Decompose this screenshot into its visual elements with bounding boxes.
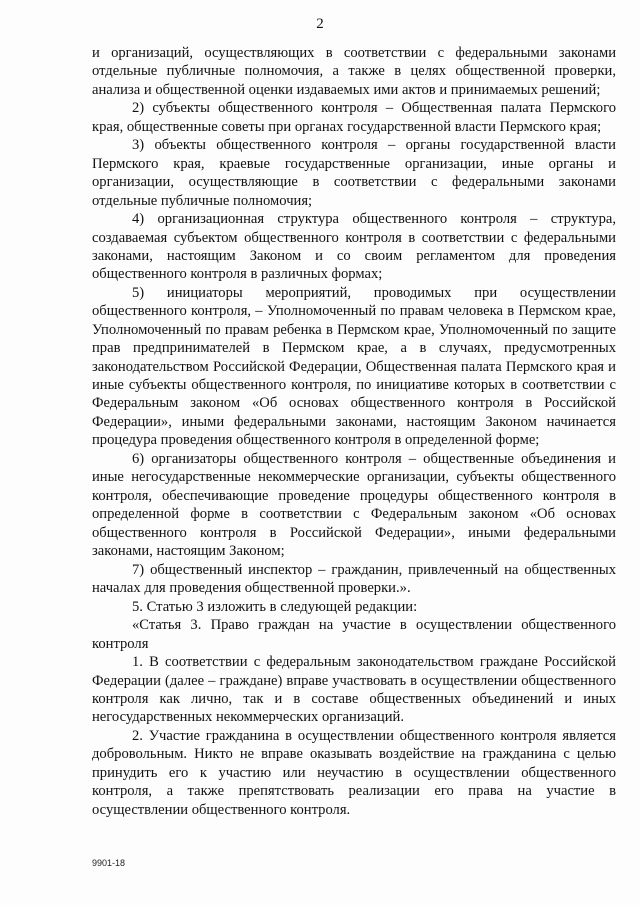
article-3-clause-2: 2. Участие гражданина в осуществлении общественного контроля является добровольным. Никто не вправе оказывать воздействие на гражданина с целью принудить его к участию или неучастию в осуществлении общественного контроля, а также препятствовать реализации его права на участие в осуществлении общественного контроля. (92, 727, 616, 818)
paragraph-item-2: 2) субъекты общественного контроля – Общественная палата Пермского края, общественные советы при органах государственной власти Пермского края; (92, 100, 616, 135)
paragraph-item-4: 4) организационная структура общественного контроля – структура, создаваемая субъектом общественного контроля в соответствии с федеральными законами, настоящим Законом и со своим регламентом для проведения общественного контроля в различных формах; (92, 211, 616, 283)
document-body (92, 44, 616, 819)
paragraph-amendment-5: 5. Статью 3 изложить в следующей редакции: (132, 598, 418, 615)
paragraph-item-3: 3) объекты общественного контроля – органы государственной власти Пермского края, краевые государственные организации, иные органы и организации, осуществляющие в соответствии с федеральными законами отдельные публичные полномочия; (92, 137, 616, 209)
document-code: 9901-18 (92, 858, 126, 868)
paragraph-item-7: 7) общественный инспектор – гражданин, привлеченный на общественных началах для проведения общественной проверки.». (92, 561, 616, 596)
paragraph-item-5: 5) инициаторы мероприятий, проводимых при осуществлении общественного контроля, – Уполномоченный по правам человека в Пермском крае, Уполномоченный по правам ребенка в Пермском крае, Уполномоченный по защите прав предпринимателей в Пермском крае, а в случаях, предусмотренных законодательством Российской Федерации, Общественная палата Пермского края и иные субъекты общественного контроля, по инициативе которых в соответствии с Федеральным законом «Об основах общественного контроля в Российской Федерации», иными федеральными законами, настоящим Законом начинается процедура проведения общественного контроля в определенной форме; (92, 285, 616, 449)
paragraph-continuation: и организаций, осуществляющих в соответствии с федеральными законами отдельные публичные полномочия, а также в целях общественной проверки, анализа и общественной оценки издаваемых ими актов и принимаемых решений; (92, 45, 616, 98)
article-3-clause-1: 1. В соответствии с федеральным законодательством граждане Российской Федерации (далее – граждане) вправе участвовать в осуществлении общественного контроля как лично, так и в составе общественных объединений и иных негосударственных некоммерческих организаций. (92, 654, 616, 726)
page-number: 2 (316, 16, 324, 32)
article-3-heading: «Статья 3. Право граждан на участие в осуществлении общественного контроля (92, 617, 616, 652)
paragraph-item-6: 6) организаторы общественного контроля – общественные объединения и иные негосударственные некоммерческие организации, субъекты общественного контроля, обеспечивающие проведение процедуры общественного контроля в определенной форме в соответствии с Федеральным законом «Об основах общественного контроля в Российской Федерации», иными федеральными законами, настоящим Законом; (92, 450, 616, 559)
